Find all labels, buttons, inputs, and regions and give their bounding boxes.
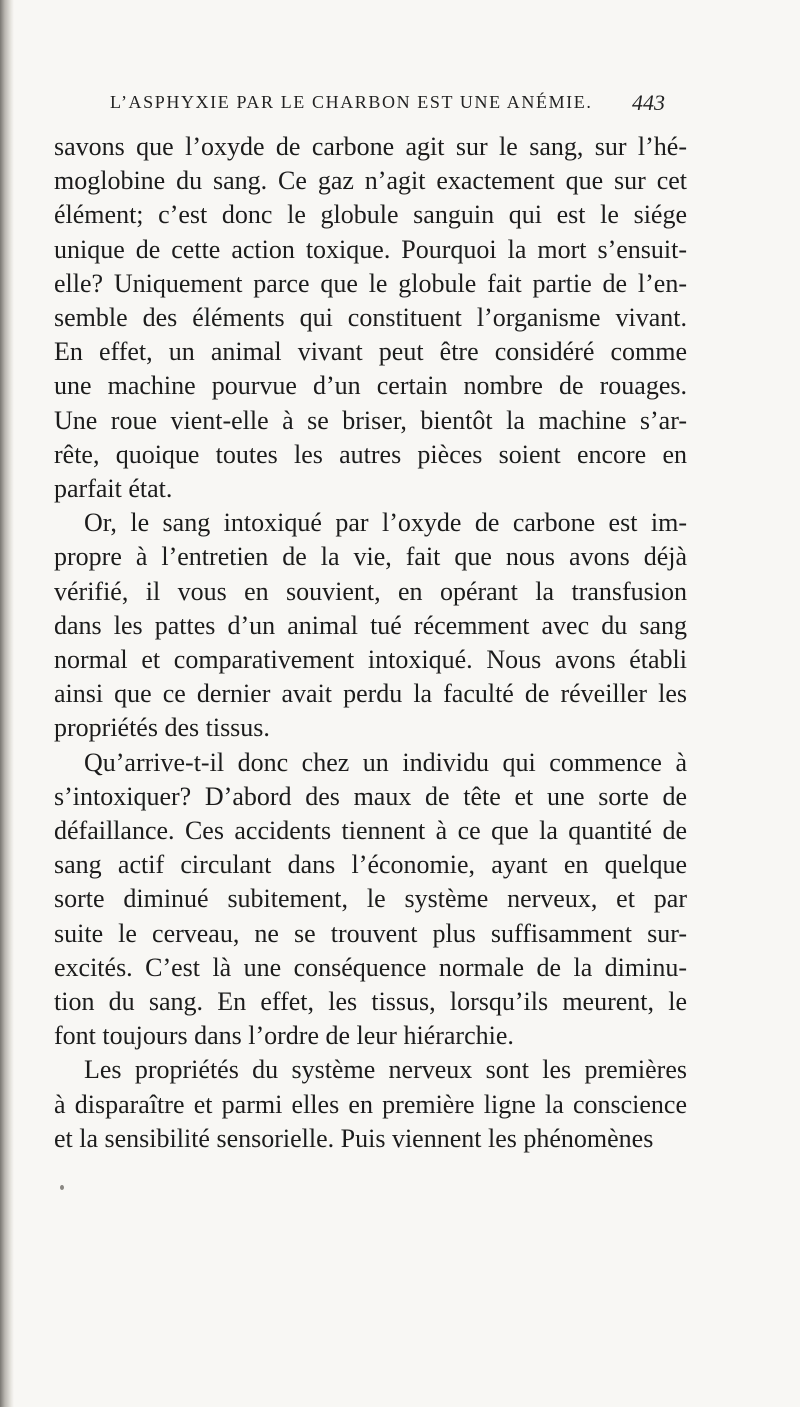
- text-line: élément; c’est donc le globule sanguin qui est le siége: [54, 200, 687, 230]
- text-line: semble des éléments qui constituent l’organisme vivant.: [54, 303, 687, 333]
- page-gutter-shadow: [0, 0, 14, 1407]
- text-line: En effet, un animal vivant peut être considéré comme: [54, 337, 687, 367]
- text-line: elle? Uniquement parce que le globule fait partie de l’en-: [54, 268, 687, 298]
- text-line: à disparaître et parmi elles en première ligne la conscience: [54, 1089, 687, 1119]
- text-line: dans les pattes d’un animal tué récemment avec du sang: [54, 610, 687, 640]
- text-line: Les propriétés du système nerveux sont les premières: [84, 1055, 687, 1085]
- text-line: une machine pourvue d’un certain nombre de rouages.: [54, 371, 687, 401]
- page-number: 443: [632, 90, 665, 115]
- text-line: et la sensibilité sensorielle. Puis viennent les phénomènes: [54, 1123, 654, 1153]
- text-line: vérifié, il vous en souvient, en opérant la transfusion: [54, 576, 687, 606]
- text-line: Une roue vient-elle à se briser, bientôt la machine s’ar-: [54, 405, 687, 435]
- text-line: sorte diminué subitement, le système nerveux, et par: [54, 884, 687, 914]
- text-line: tion du sang. En effet, les tissus, lorsqu’ils meurent, le: [54, 987, 687, 1017]
- text-line: propriétés des tissus.: [54, 713, 270, 743]
- running-head: [110, 92, 665, 122]
- paper-speck: [60, 1185, 64, 1190]
- text-line: normal et comparativement intoxiqué. Nous avons établi: [54, 645, 687, 675]
- text-line: parfait état.: [54, 474, 173, 504]
- running-head-title: L’ASPHYXIE PAR LE CHARBON EST UNE ANÉMIE.: [110, 92, 593, 112]
- text-line: unique de cette action toxique. Pourquoi la mort s’ensuit-: [54, 234, 687, 264]
- text-line: rête, quoique toutes les autres pièces soient encore en: [54, 439, 687, 469]
- text-line: font toujours dans l’ordre de leur hiérarchie.: [54, 1021, 514, 1051]
- text-line: ainsi que ce dernier avait perdu la faculté de réveiller les: [54, 679, 687, 709]
- text-line: excités. C’est là une conséquence normale de la diminu-: [54, 952, 687, 982]
- text-line: Qu’arrive-t-il donc chez un individu qui commence à: [84, 747, 687, 777]
- text-line: savons que l’oxyde de carbone agit sur le sang, sur l’hé-: [54, 132, 687, 161]
- text-line: défaillance. Ces accidents tiennent à ce que la quantité de: [54, 816, 687, 846]
- text-line: s’intoxiquer? D’abord des maux de tête et une sorte de: [54, 781, 687, 811]
- text-line: moglobine du sang. Ce gaz n’agit exactement que sur cet: [54, 166, 687, 196]
- text-line: Or, le sang intoxiqué par l’oxyde de carbone est im-: [84, 508, 687, 538]
- text-line: sang actif circulant dans l’économie, ayant en quelque: [54, 850, 687, 880]
- text-line: suite le cerveau, ne se trouvent plus suffisamment sur-: [54, 918, 687, 948]
- text-line: propre à l’entretien de la vie, fait que nous avons déjà: [54, 542, 687, 572]
- body-text: [54, 130, 687, 1156]
